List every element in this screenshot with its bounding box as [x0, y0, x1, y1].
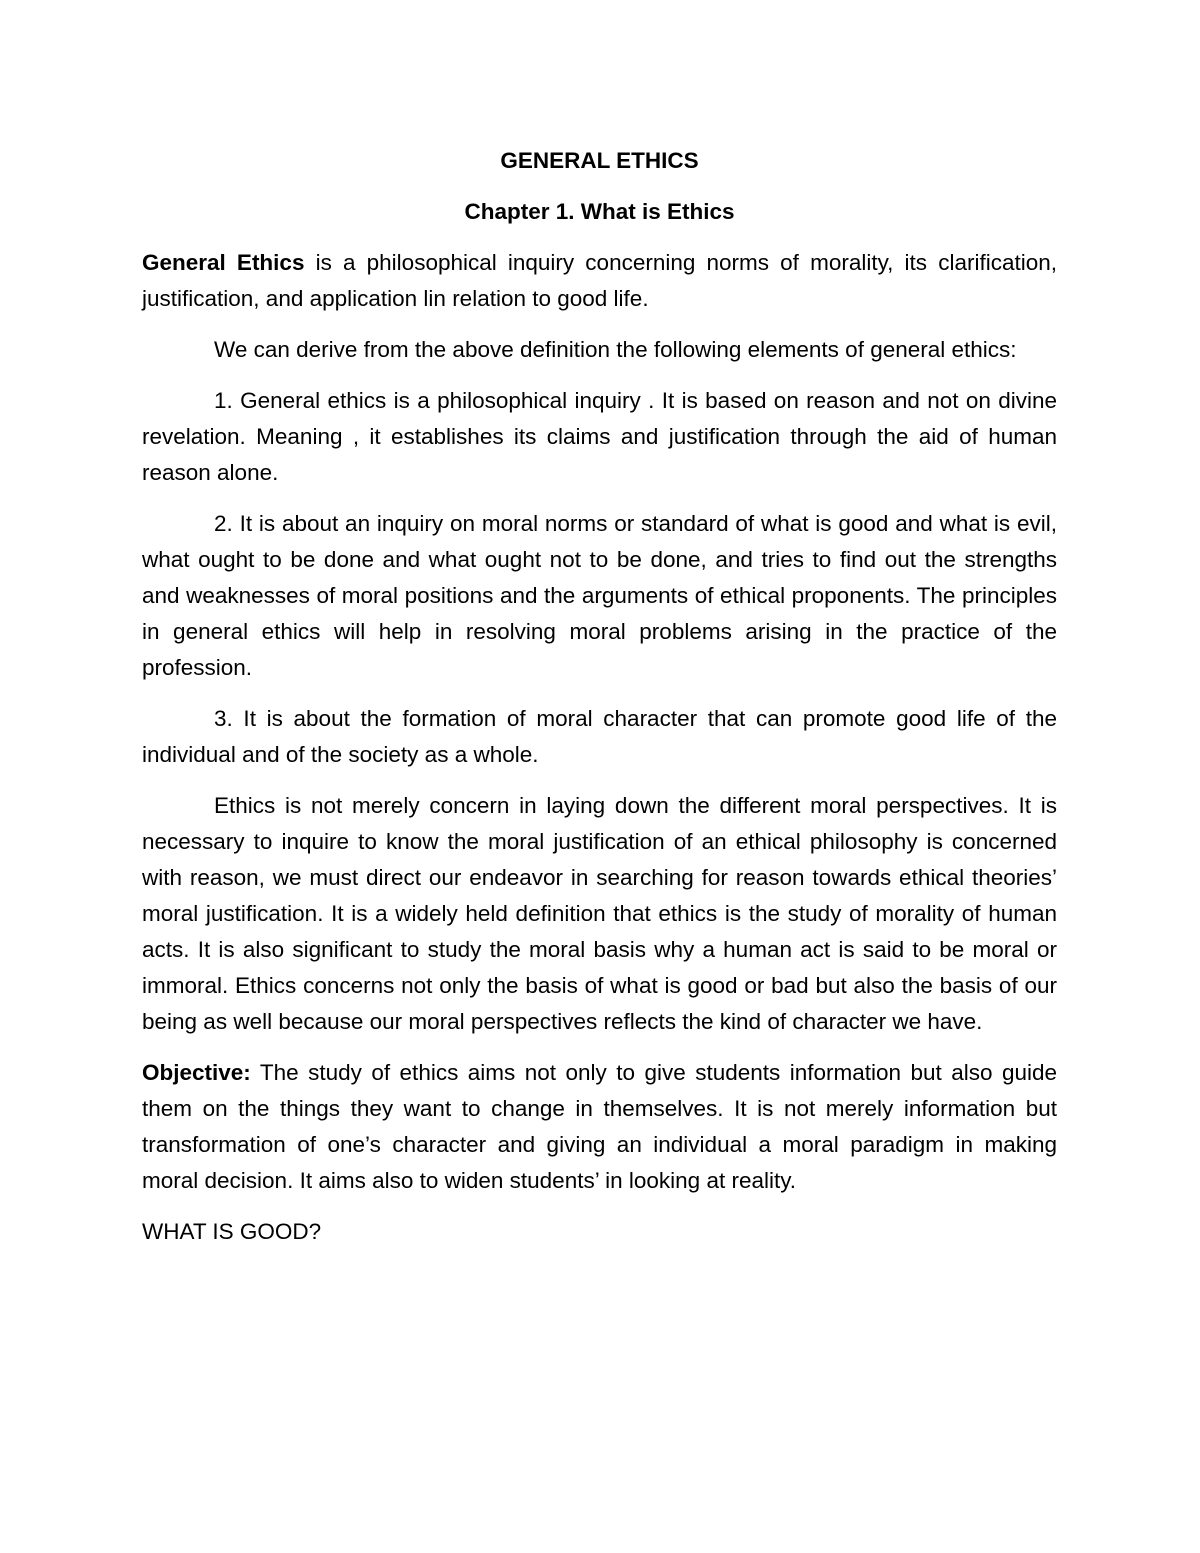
element-item-1: 1. General ethics is a philosophical inquiry . It is based on reason and not on divine revelation. Meaning , it establishes its claims and justification through the aid of human reason alone. — [142, 388, 1057, 485]
objective-text: The study of ethics aims not only to give students information but also guide them on the things they want to change in themselves. It is not merely information but transformation of one’s character and giving an individual a moral paradigm in making moral decision. It aims also to widen students’ in looking at reality. — [142, 1060, 1057, 1193]
element-item-3: 3. It is about the formation of moral character that can promote good life of the individual and of the society as a whole. — [142, 706, 1057, 767]
objective-label: Objective: — [142, 1060, 251, 1085]
definition-paragraph — [142, 245, 1057, 317]
intro-paragraph: We can derive from the above definition the following elements of general ethics: — [214, 337, 1017, 362]
document-body — [142, 143, 1057, 1265]
element-item-2: 2. It is about an inquiry on moral norms or standard of what is good and what is evil, what ought to be done and what ought not to be done, and tries to find out the strengths and weaknesses of moral positions and the arguments of ethical proponents. The principles in general ethics will help in resolving moral problems arising in the practice of the profession. — [142, 511, 1057, 680]
definition-text: is a philosophical inquiry concerning norms of morality, its clarification, justification, and application lin relation to good life. — [142, 250, 1057, 311]
definition-term: General Ethics — [142, 250, 305, 275]
closing-heading: WHAT IS GOOD? — [142, 1219, 322, 1244]
objective-paragraph — [142, 1055, 1057, 1199]
discussion-paragraph: Ethics is not merely concern in laying down the different moral perspectives. It is necessary to inquire to know the moral justification of an ethical philosophy is concerned with reason, we must direct our endeavor in searching for reason towards ethical theories’ moral justification. It is a widely held definition that ethics is the study of morality of human acts. It is also significant to study the moral basis why a human act is said to be moral or immoral. Ethics concerns not only the basis of what is good or bad but also the basis of our being as well because our moral perspectives reflects the kind of character we have. — [142, 793, 1057, 1034]
chapter-heading: Chapter 1. What is Ethics — [464, 199, 735, 224]
document-title: GENERAL ETHICS — [500, 148, 699, 173]
